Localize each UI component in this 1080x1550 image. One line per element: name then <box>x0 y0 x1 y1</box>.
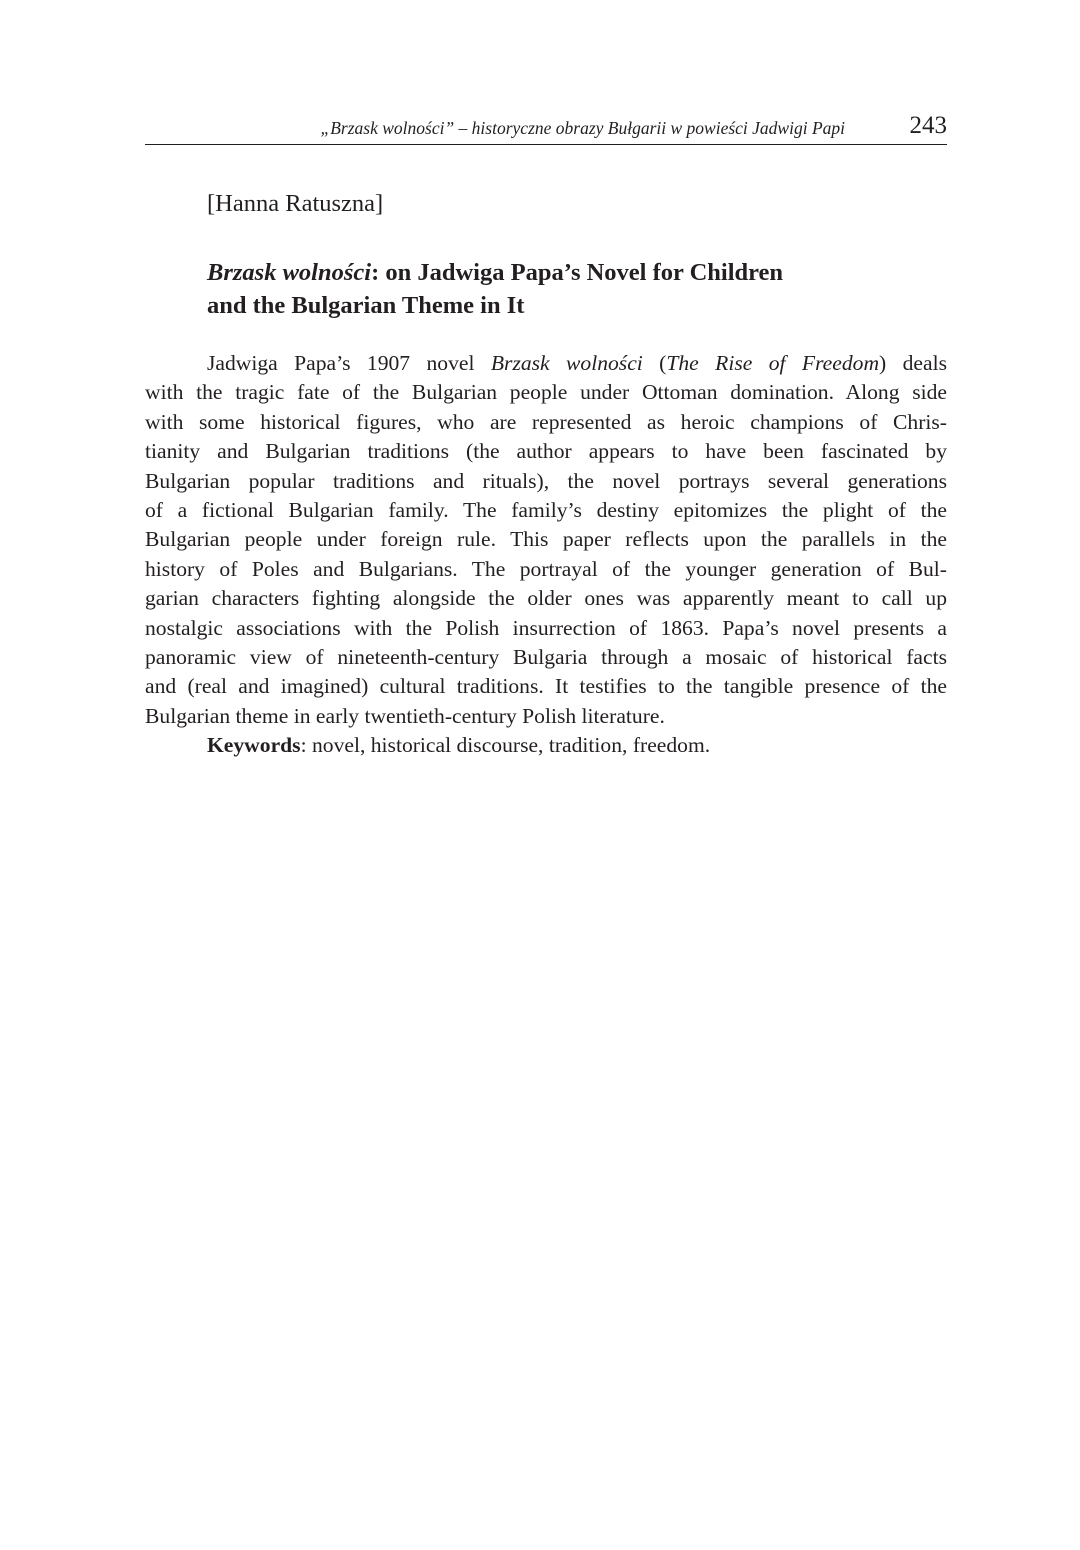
running-title: „Brzask wolności” – historyczne obrazy Bułgarii w powieści Jadwigi Papi <box>320 118 845 138</box>
abstract-line: Bulgarian popular traditions and rituals), the novel portrays several generations <box>145 468 947 493</box>
article-title <box>207 256 927 322</box>
abstract-line-1: Jadwiga Papa’s 1907 novel Brzask wolności (The Rise of Freedom) deals <box>207 351 947 375</box>
page-number: 243 <box>909 112 947 139</box>
novel-translation-italic: The Rise of Freedom <box>666 351 880 375</box>
keywords <box>145 731 947 760</box>
title-line-2: and the Bulgarian Theme in It <box>207 292 525 319</box>
abstract-line: tianity and Bulgarian traditions (the author appears to have been fascinated by <box>145 439 947 464</box>
title-rest: : on Jadwiga Papa’s Novel for Children <box>371 259 784 286</box>
abstract-line: of a fictional Bulgarian family. The family’s destiny epitomizes the plight of the <box>145 497 947 522</box>
author-name: [Hanna Ratuszna] <box>207 190 384 217</box>
title-line-1 <box>207 256 927 289</box>
abstract-line: history of Poles and Bulgarians. The portrayal of the younger generation of Bul- <box>145 556 947 581</box>
title-italic-part: Brzask wolności <box>207 259 372 286</box>
abstract-last-line: Bulgarian theme in early twentieth-century Polish literature. <box>145 703 665 728</box>
abstract-line: panoramic view of nineteenth-century Bulgaria through a mosaic of historical facts <box>145 644 947 669</box>
keywords-label: Keywords <box>207 733 301 758</box>
abstract-line: nostalgic associations with the Polish insurrection of 1863. Papa’s novel presents a <box>145 615 947 640</box>
abstract-line: with some historical figures, who are represented as heroic champions of Chris- <box>145 409 947 434</box>
abstract-line: and (real and imagined) cultural traditions. It testifies to the tangible presence of the <box>145 674 947 699</box>
running-header <box>145 112 947 145</box>
novel-title-italic: Brzask wolności <box>490 351 643 375</box>
abstract-line: Bulgarian people under foreign rule. This paper reflects upon the parallels in the <box>145 527 947 552</box>
abstract-line: with the tragic fate of the Bulgarian people under Ottoman domination. Along side <box>145 380 947 405</box>
abstract-line: garian characters fighting alongside the older ones was apparently meant to call up <box>145 586 947 611</box>
keywords-text: : novel, historical discourse, tradition, freedom. <box>300 733 711 758</box>
abstract <box>145 349 947 760</box>
